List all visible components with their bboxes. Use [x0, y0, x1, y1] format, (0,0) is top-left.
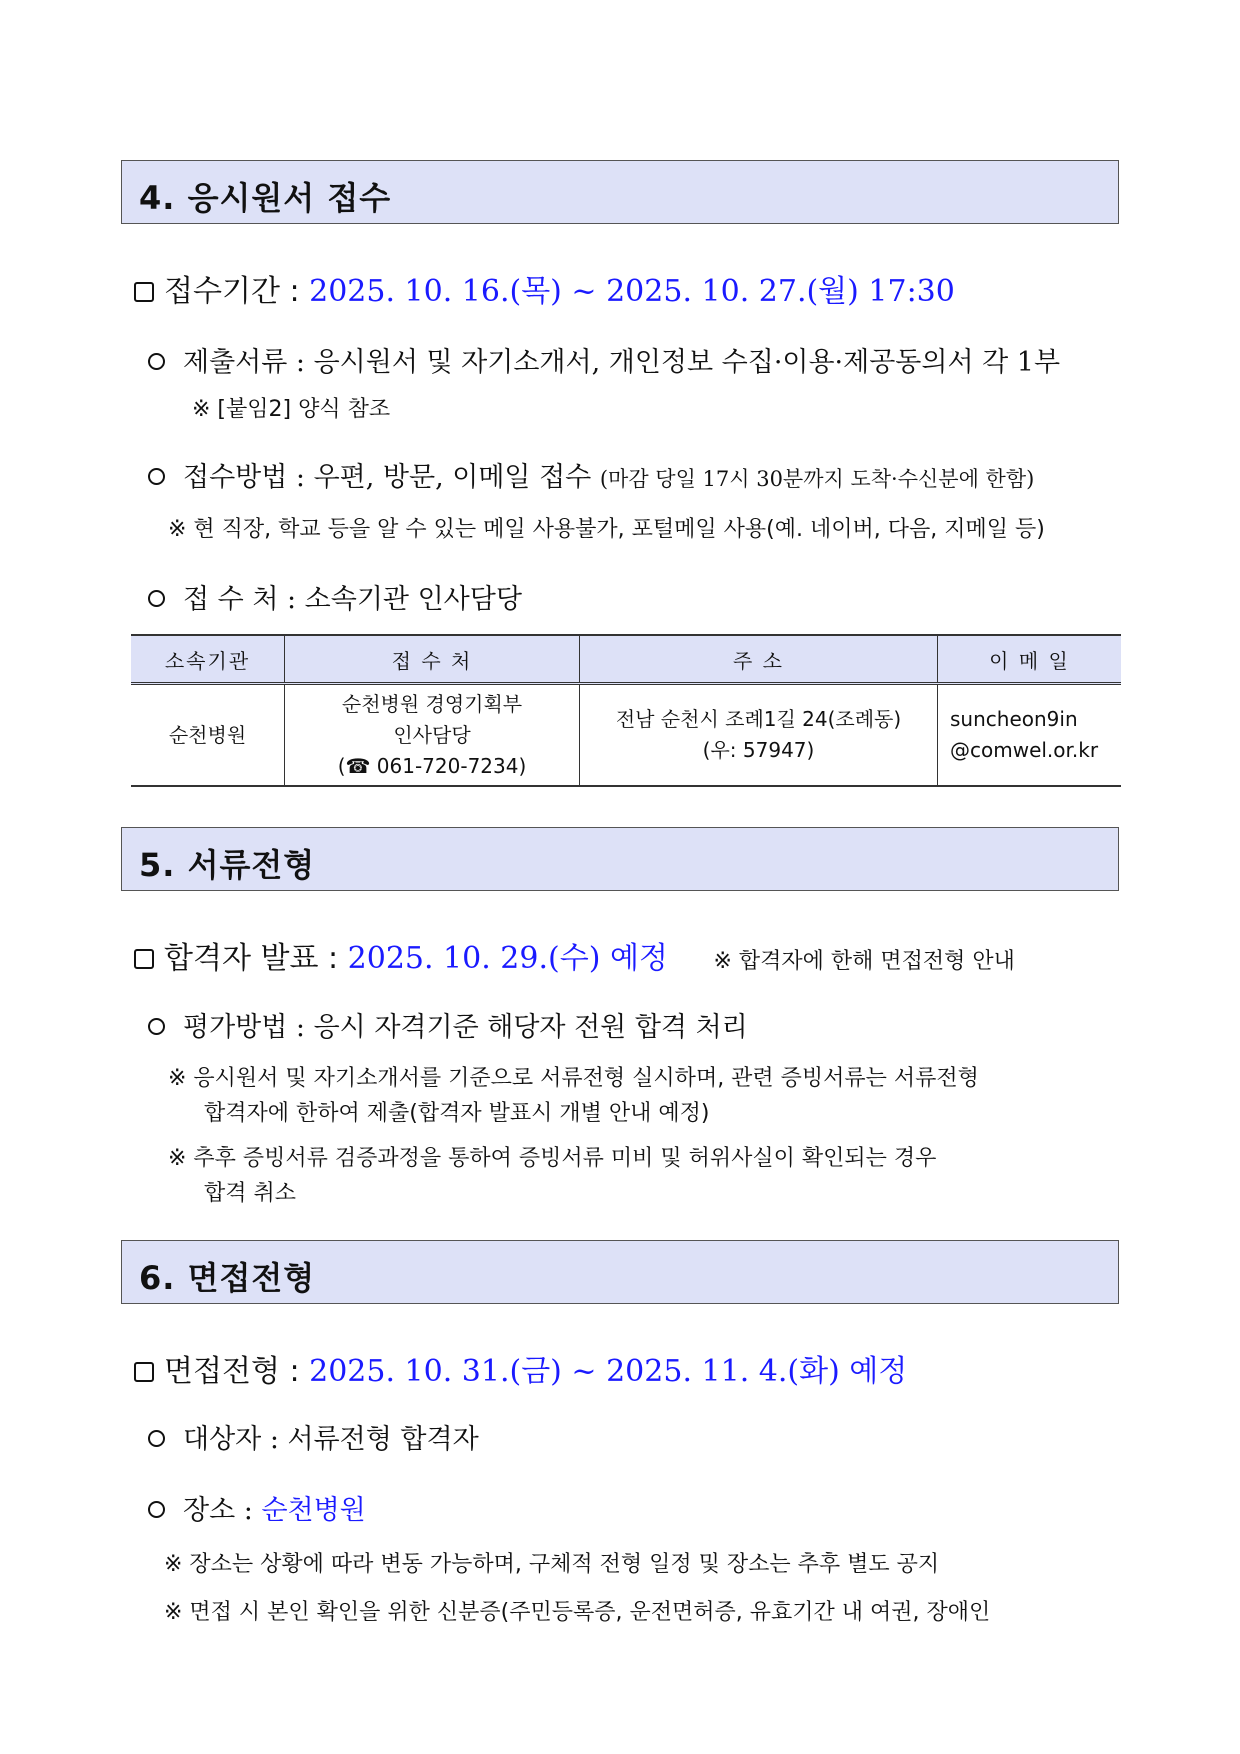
announce-row	[134, 933, 1015, 977]
circle-bullet-icon	[148, 1018, 165, 1035]
place-row-6	[148, 1488, 366, 1527]
reception-table	[131, 634, 1121, 787]
period-label: 접수기간 :	[164, 274, 300, 309]
th-address: 주 소	[580, 635, 938, 684]
docs-row	[148, 340, 1060, 379]
announce-note: ※ 합격자에 한해 면접전형 안내	[713, 949, 1015, 974]
period-value: 2025. 10. 16.(목) ~ 2025. 10. 27.(월) 17:30	[309, 274, 955, 309]
place-label: 접 수 처 : 소속기관 인사담당	[183, 584, 522, 615]
section-6-title: 6. 면접전형	[139, 1259, 316, 1297]
eval-label: 평가방법 : 응시 자격기준 해당자 전원 합격 처리	[183, 1012, 748, 1043]
interview-row	[134, 1346, 907, 1390]
method-label: 접수방법 : 우편, 방문, 이메일 접수	[183, 462, 592, 493]
docs-note: ※ [붙임2] 양식 참조	[192, 397, 391, 422]
method-note: ※ 현 직장, 학교 등을 알 수 있는 메일 사용불가, 포털메일 사용(예. 네이버, 다음, 지메일 등)	[168, 517, 1045, 542]
circle-bullet-icon	[148, 353, 165, 370]
cell-office	[285, 684, 580, 787]
place6-label: 장소 :	[183, 1495, 253, 1526]
place-row	[148, 577, 522, 616]
th-org: 소속기관	[131, 635, 285, 684]
table-header-row	[131, 635, 1121, 684]
place6-value: 순천병원	[261, 1495, 366, 1526]
office-line2: 인사담당	[393, 722, 471, 747]
address-line2: (우: 57947)	[702, 738, 815, 762]
email-line1: suncheon9in	[950, 707, 1078, 731]
place-note1: ※ 장소는 상황에 따라 변동 가능하며, 구체적 전형 일정 및 장소는 추후 별도 공지	[164, 1552, 940, 1577]
circle-bullet-icon	[148, 1501, 165, 1518]
announce-value: 2025. 10. 29.(수) 예정	[347, 941, 668, 976]
office-phone: (☎ 061-720-7234)	[337, 753, 527, 778]
eval-note2-line2: 합격 취소	[204, 1181, 297, 1206]
checkbox-square-icon	[134, 1362, 154, 1382]
eval-note2-line1: ※ 추후 증빙서류 검증과정을 통하여 증빙서류 미비 및 허위사실이 확인되는 경우	[168, 1146, 937, 1171]
period-row	[134, 266, 955, 310]
circle-bullet-icon	[148, 590, 165, 607]
method-detail: (마감 당일 17시 30분까지 도착·수신분에 한함)	[599, 467, 1035, 491]
interview-value: 2025. 10. 31.(금) ~ 2025. 11. 4.(화) 예정	[309, 1354, 908, 1389]
cell-email	[938, 684, 1122, 787]
cell-address	[580, 684, 938, 787]
section-5-header	[121, 827, 1119, 891]
section-4-title: 4. 응시원서 접수	[139, 179, 392, 217]
section-4-header	[121, 160, 1119, 224]
office-line1: 순천병원 경영기획부	[341, 691, 523, 716]
table-row	[131, 684, 1121, 787]
circle-bullet-icon	[148, 468, 165, 485]
cell-org: 순천병원	[131, 684, 285, 787]
announce-label: 합격자 발표 :	[164, 941, 339, 976]
section-6-header	[121, 1240, 1119, 1304]
target-label: 대상자 : 서류전형 합격자	[183, 1424, 479, 1455]
method-row	[148, 455, 1034, 494]
place-note2: ※ 면접 시 본인 확인을 위한 신분증(주민등록증, 운전면허증, 유효기간 내 여권, 장애인	[164, 1600, 991, 1625]
checkbox-square-icon	[134, 282, 154, 302]
email-line2: @comwel.or.kr	[950, 738, 1099, 762]
th-office: 접 수 처	[285, 635, 580, 684]
address-line1: 전남 순천시 조례1길 24(조례동)	[615, 707, 902, 731]
eval-note1-line1: ※ 응시원서 및 자기소개서를 기준으로 서류전형 실시하며, 관련 증빙서류는 서류전형	[168, 1066, 979, 1091]
target-row	[148, 1417, 479, 1456]
checkbox-square-icon	[134, 949, 154, 969]
eval-row	[148, 1005, 748, 1044]
circle-bullet-icon	[148, 1430, 165, 1447]
interview-label: 면접전형 :	[164, 1354, 300, 1389]
section-5-title: 5. 서류전형	[139, 846, 316, 884]
eval-note1-line2: 합격자에 한하여 제출(합격자 발표시 개별 안내 예정)	[204, 1101, 710, 1126]
docs-label: 제출서류 : 응시원서 및 자기소개서, 개인정보 수집·이용·제공동의서 각 1부	[183, 347, 1061, 378]
th-email: 이 메 일	[938, 635, 1122, 684]
